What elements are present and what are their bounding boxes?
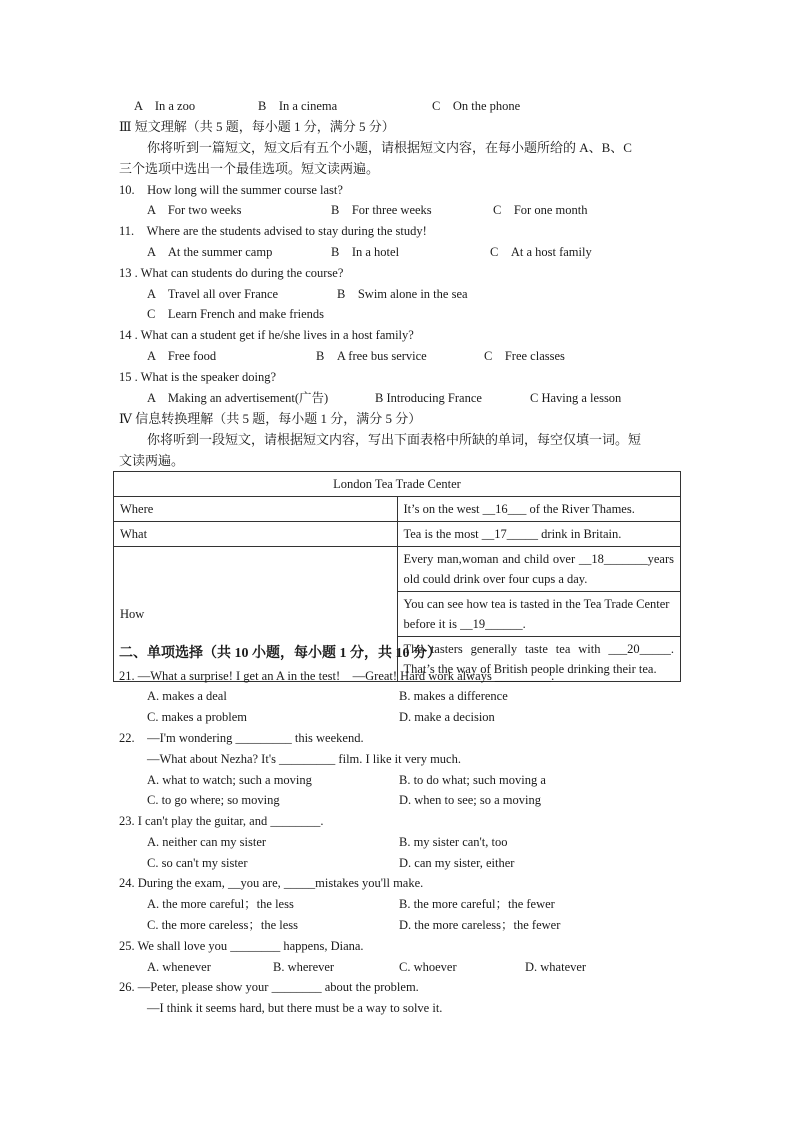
- q21-option-c: C. makes a problem: [147, 710, 247, 724]
- q22-option-b: B. to do what; such moving a: [399, 773, 546, 787]
- part2-heading: 二、单项选择（共 10 小题，每小题 1 分，共 10 分）: [119, 646, 441, 661]
- q26-stem: 26. —Peter, please show your ________ about the problem.: [119, 980, 419, 994]
- q13-option-b: B Swim alone in the sea: [337, 287, 468, 301]
- q21-option-a: A. makes a deal: [147, 689, 227, 703]
- section3-heading: Ⅲ 短文理解（共 5 题，每小题 1 分，满分 5 分）: [119, 119, 395, 134]
- q23-option-c: C. so can't my sister: [147, 856, 248, 870]
- q25-option-c: C. whoever: [399, 960, 457, 974]
- q14-option-b: B A free bus service: [316, 349, 427, 363]
- q13-stem: 13 . What can students do during the course?: [119, 266, 344, 280]
- q23-option-a: A. neither can my sister: [147, 835, 267, 849]
- q14-option-a: A Free food: [147, 349, 217, 363]
- q10-option-a: A For two weeks: [147, 203, 242, 217]
- q25-option-b: B. wherever: [273, 960, 335, 974]
- q25-option-d: D. whatever: [525, 960, 587, 974]
- q25-stem: 25. We shall love you ________ happens, Diana.: [119, 939, 364, 953]
- q11-option-b: B In a hotel: [331, 245, 400, 259]
- table-cell-where: It’s on the west __16___ of the River Thames.: [397, 497, 681, 522]
- q14-stem: 14 . What can a student get if he/she lives in a host family?: [119, 328, 414, 342]
- q23-option-d: D. can my sister, either: [399, 856, 515, 870]
- q15-stem: 15 . What is the speaker doing?: [119, 370, 277, 384]
- table-cell-how-2: You can see how tea is tasted in the Tea Trade Center before it is __19______.: [397, 592, 681, 637]
- section3-instruction: 你将听到一篇短文，短文后有五个小题，请根据短文内容，在每小题所给的 A、B、C: [147, 140, 632, 155]
- q15-option-c: C Having a lesson: [530, 391, 622, 405]
- q24-option-a: A. the more careful；the less: [147, 897, 294, 911]
- table-label-where: Where: [114, 497, 398, 522]
- q26-stem-reply: —I think it seems hard, but there must be a way to solve it.: [147, 1001, 443, 1015]
- q15-option-b: B Introducing France: [375, 391, 482, 405]
- q10-option-c: C For one month: [493, 203, 588, 217]
- q23-stem: 23. I can't play the guitar, and ________.: [119, 814, 324, 828]
- q21-option-d: D. make a decision: [399, 710, 495, 724]
- q24-option-c: C. the more careless；the less: [147, 918, 298, 932]
- q25-option-a: A. whenever: [147, 960, 211, 974]
- section4-heading: Ⅳ 信息转换理解（共 5 题，每小题 1 分，满分 5 分）: [119, 411, 422, 426]
- q23-option-b: B. my sister can't, too: [399, 835, 508, 849]
- section4-instruction: 你将听到一段短文，请根据短文内容，写出下面表格中所缺的单词，每空仅填一词。短: [147, 432, 642, 447]
- q13-option-a: A Travel all over France: [147, 287, 279, 301]
- table-cell-what: Tea is the most __17_____ drink in Britain.: [397, 522, 681, 547]
- q21-option-b: B. makes a difference: [399, 689, 508, 703]
- q24-option-d: D. the more careless；the fewer: [399, 918, 561, 932]
- section4-instruction-cont: 文读两遍。: [119, 453, 185, 468]
- q9-option-c: C On the phone: [432, 99, 521, 113]
- q14-option-c: C Free classes: [484, 349, 565, 363]
- q24-option-b: B. the more careful；the fewer: [399, 897, 555, 911]
- q22-option-a: A. what to watch; such a moving: [147, 773, 312, 787]
- q11-option-c: C At a host family: [490, 245, 592, 259]
- table-title: London Tea Trade Center: [114, 472, 681, 497]
- section3-instruction-cont: 三个选项中选出一个最佳选项。短文读两遍。: [119, 161, 380, 176]
- table-label-how: How: [114, 547, 398, 682]
- table-cell-how-1: Every man,woman and child over __18_______years old could drink over four cups a day.: [397, 547, 681, 592]
- q10-stem: 10. How long will the summer course last?: [119, 183, 343, 197]
- q22-stem: 22. —I'm wondering _________ this weekend.: [119, 731, 364, 745]
- q15-option-a: A Making an advertisement(广告): [147, 391, 329, 405]
- q13-option-c: C Learn French and make friends: [147, 307, 325, 321]
- q9-option-a: A In a zoo: [134, 99, 196, 113]
- q24-stem: 24. During the exam, __you are, _____mistakes you'll make.: [119, 876, 424, 890]
- q10-option-b: B For three weeks: [331, 203, 432, 217]
- q11-stem: 11. Where are the students advised to stay during the study!: [119, 224, 427, 238]
- q21-stem: 21. —What a surprise! I get an A in the test! —Great! Hard work always _________.: [119, 669, 555, 683]
- q11-option-a: A At the summer camp: [147, 245, 273, 259]
- q22-option-c: C. to go where; so moving: [147, 793, 280, 807]
- q22-stem-reply: —What about Nezha? It's _________ film. I like it very much.: [147, 752, 461, 766]
- q22-option-d: D. when to see; so a moving: [399, 793, 541, 807]
- table-label-what: What: [114, 522, 398, 547]
- q9-option-b: B In a cinema: [258, 99, 338, 113]
- table-cell-how-3: The tasters generally taste tea with ___20_____. That’s the way of British people drinking their tea.: [397, 637, 681, 682]
